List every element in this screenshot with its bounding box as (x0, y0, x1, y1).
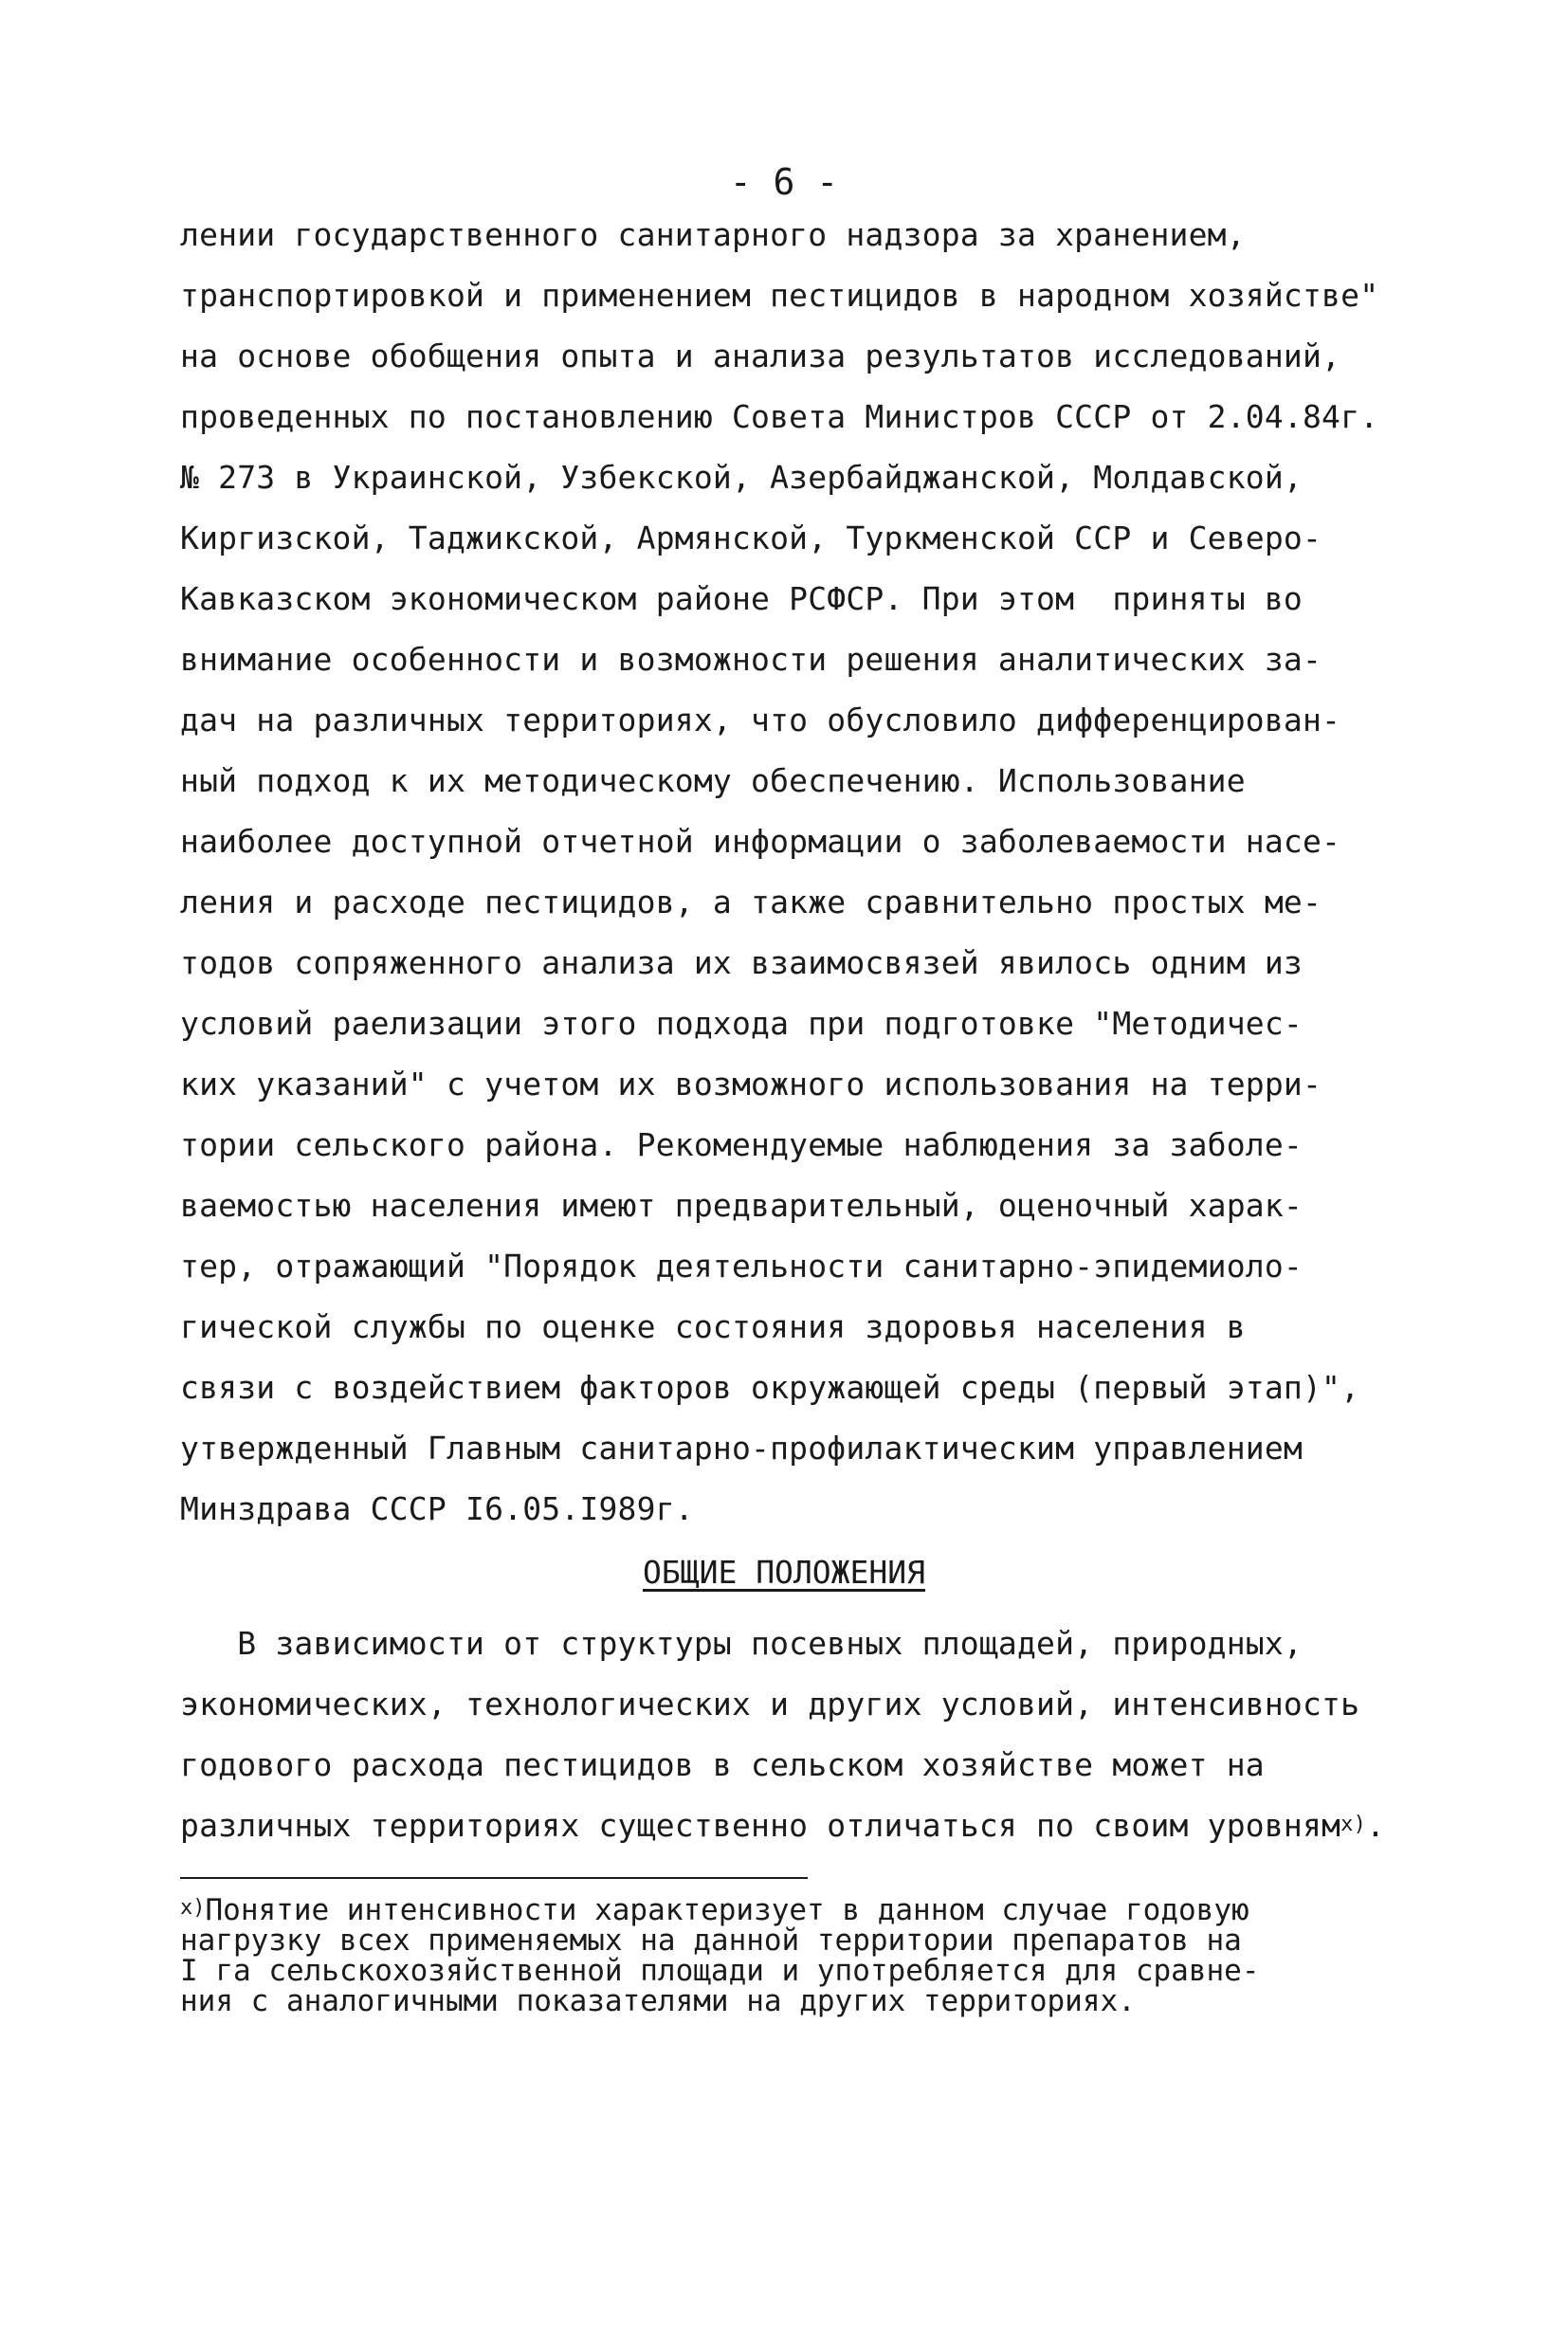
body-line: ный подход к их методическому обеспечению. Использование (180, 762, 1246, 799)
body-line: ких указаний" с учетом их возможного использования на терри- (180, 1066, 1322, 1103)
body-line: тодов сопряженного анализа их взаимосвязей явилось одним из (180, 944, 1303, 981)
page-number: - 6 - (729, 161, 839, 203)
body-line: проведенных по постановлению Совета Министров СССР от 2.04.84г. (180, 398, 1379, 435)
section-heading (0, 1552, 1568, 1594)
section-line: годового расхода пестицидов в сельском хозяйстве может на (180, 1746, 1265, 1783)
body-line: лении государственного санитарного надзора за хранением, (180, 216, 1246, 253)
body-line: Кавказском экономическом районе РСФСР. При этом приняты во (180, 580, 1303, 617)
body-line: ваемостью населения имеют предварительный, оценочный харак- (180, 1187, 1303, 1224)
body-line: тер, отражающий "Порядок деятельности санитарно-эпидемиоло- (180, 1248, 1303, 1285)
body-line: внимание особенности и возможности решения аналитических за- (180, 641, 1322, 678)
footnote-line: нагрузку всех применяемых на данной территории препаратов на (180, 1924, 1242, 1958)
section-heading-text: ОБЩИЕ ПОЛОЖЕНИЯ (642, 1554, 925, 1591)
body-line: наиболее доступной отчетной информации о заболеваемости насе- (180, 823, 1341, 860)
section-line: В зависимости от структуры посевных площадей, природных, (180, 1625, 1303, 1662)
body-line: Минздрава СССР I6.05.I989г. (180, 1490, 694, 1527)
sentence-end: . (1366, 1807, 1386, 1844)
body-line: условий раелизации этого подхода при подготовке "Методичес- (180, 1005, 1303, 1042)
section-line: экономических, технологических и других условий, интенсивность (180, 1686, 1360, 1723)
body-line: на основе обобщения опыта и анализа результатов исследований, (180, 337, 1341, 374)
footnote-line: Понятие интенсивности характеризует в данном случае годовую (205, 1893, 1249, 1927)
body-line: № 273 в Украинской, Узбекской, Азербайджанской, Молдавской, (180, 459, 1303, 496)
footnote-line: ния с аналогичными показателями на других территориях. (180, 1984, 1136, 2018)
footnote-line: I га сельскохозяйственной площади и употребляется для сравне- (180, 1954, 1260, 1988)
body-line: гической службы по оценке состояния здоровья населения в (180, 1308, 1246, 1345)
body-line: связи с воздействием факторов окружающей среды (первый этап)", (180, 1369, 1360, 1406)
body-line: транспортировкой и применением пестицидов в народном хозяйстве" (180, 277, 1379, 314)
body-line: тории сельского района. Рекомендуемые наблюдения за заболе- (180, 1126, 1303, 1163)
body-line: Киргизской, Таджикской, Армянской, Туркменской ССР и Северо- (180, 520, 1322, 556)
section-line-last (180, 1805, 1385, 1851)
section-line: различных территориях существенно отличаться по своим уровням (180, 1807, 1341, 1844)
body-line: дач на различных территориях, что обусловило дифференцирован- (180, 702, 1341, 738)
footnote-divider (180, 1877, 808, 1879)
body-line: ления и расходе пестицидов, а также сравнительно простых ме- (180, 884, 1322, 921)
footnote-marker: x) (180, 1896, 206, 1920)
body-line: утвержденный Главным санитарно-профилактическим управлением (180, 1430, 1303, 1467)
footnote-reference: x) (1340, 1813, 1367, 1836)
